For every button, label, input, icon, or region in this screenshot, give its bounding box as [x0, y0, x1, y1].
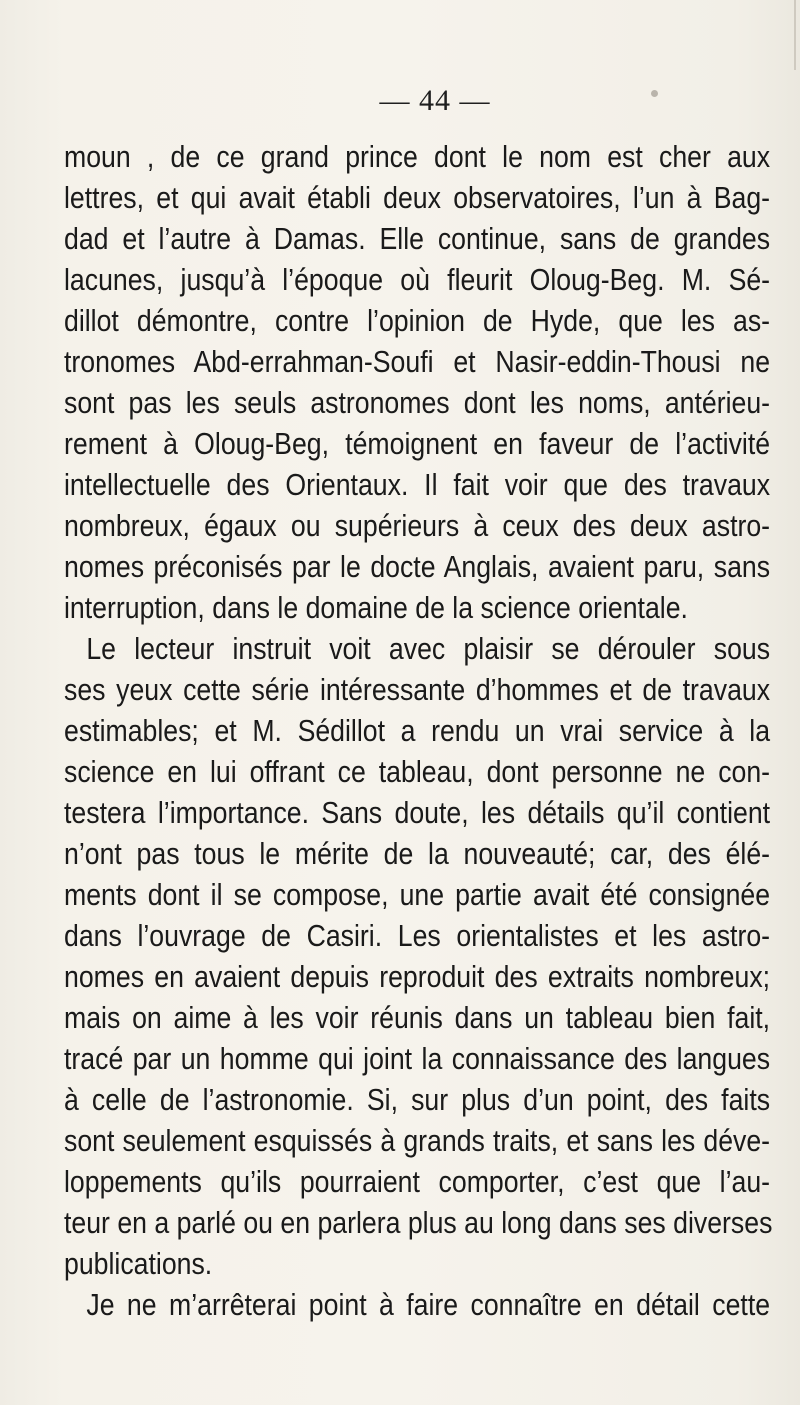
text-line: à celle de l’astronomie. Si, sur plus d’un point, des faits: [64, 1082, 771, 1117]
page-number: — 44 —: [379, 84, 491, 117]
ink-spot: [651, 90, 658, 97]
text-line: ses yeux cette série intéressante d’hommes et de travaux: [64, 672, 771, 707]
text-line: ments dont il se compose, une partie avait été consignée: [64, 877, 771, 912]
text-line: testera l’importance. Sans doute, les détails qu’il contient: [64, 795, 771, 830]
text-line: mais on aime à les voir réunis dans un tableau bien fait,: [64, 1000, 771, 1035]
text-line: intellectuelle des Orientaux. Il fait voir que des travaux: [64, 467, 771, 502]
text-line: nomes préconisés par le docte Anglais, avaient paru, sans: [64, 549, 771, 584]
text-line: nomes en avaient depuis reproduit des extraits nombreux;: [64, 959, 771, 994]
text-line: rement à Oloug-Beg, témoignent en faveur de l’activité: [64, 426, 771, 461]
text-line: dans l’ouvrage de Casiri. Les orientalistes et les astro-: [64, 918, 771, 953]
text-line: nombreux, égaux ou supérieurs à ceux des deux astro-: [64, 508, 771, 543]
text-line: n’ont pas tous le mérite de la nouveauté; car, des élé-: [64, 836, 771, 871]
text-line: teur en a parlé ou en parlera plus au long dans ses diverses: [64, 1205, 773, 1240]
text-line: sont pas les seuls astronomes dont les noms, antérieu-: [64, 385, 771, 420]
text-line: dad et l’autre à Damas. Elle continue, sans de grandes: [64, 221, 771, 256]
text-line: science en lui offrant ce tableau, dont personne ne con-: [64, 754, 771, 789]
text-line: tracé par un homme qui joint la connaissance des langues: [64, 1041, 771, 1076]
text-line: lacunes, jusqu’à l’époque où fleurit Oloug-Beg. M. Sé-: [64, 262, 771, 297]
page-edge: [794, 0, 796, 70]
text-line: loppements qu’ils pourraient comporter, c’est que l’au-: [64, 1164, 771, 1199]
text-line: sont seulement esquissés à grands traits, et sans les déve-: [64, 1123, 771, 1158]
text-line: interruption, dans le domaine de la science orientale.: [64, 590, 688, 625]
text-line: moun , de ce grand prince dont le nom est cher aux: [64, 139, 771, 174]
text-line: dillot démontre, contre l’opinion de Hyde, que les as-: [64, 303, 771, 338]
text-line: lettres, et qui avait établi deux observatoires, l’un à Bag-: [64, 180, 771, 215]
body-text: [64, 136, 773, 1325]
text-line: Le lecteur instruit voit avec plaisir se dérouler sous: [86, 631, 771, 666]
text-line: tronomes Abd-errahman-Soufi et Nasir-eddin-Thousi ne: [64, 344, 771, 379]
text-line: estimables; et M. Sédillot a rendu un vrai service à la: [64, 713, 771, 748]
text-line: Je ne m’arrêterai point à faire connaître en détail cette: [86, 1287, 771, 1322]
text-line: publications.: [64, 1246, 213, 1281]
